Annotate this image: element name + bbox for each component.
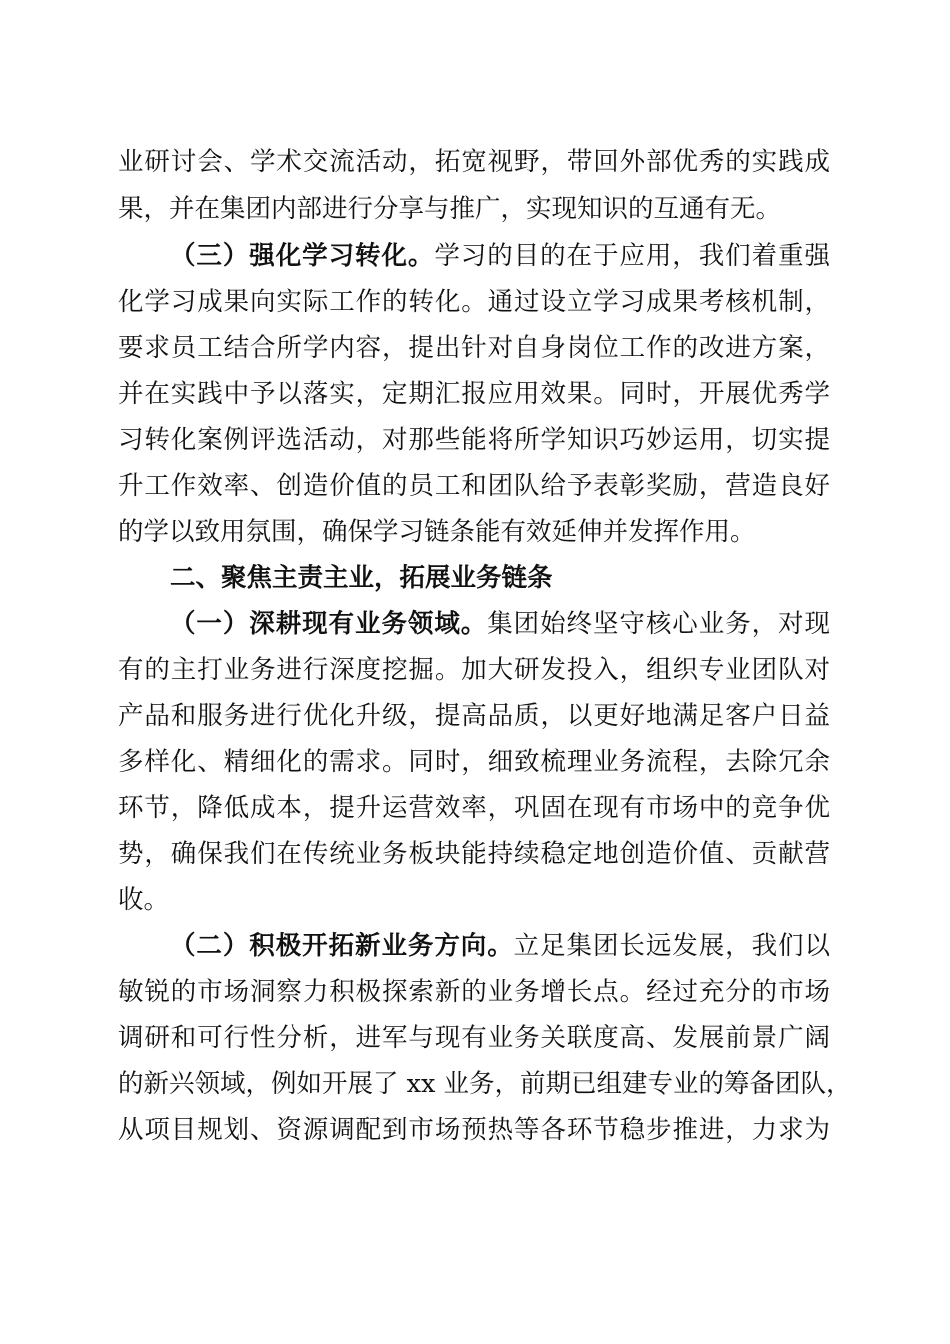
section-lead-1: （一）深耕现有业务领域。 <box>170 609 488 639</box>
text-line-5: 要求员工结合所学内容，提出针对自身岗位工作的改进方案， <box>118 333 830 363</box>
text-line-7: 习转化案例评选活动，对那些能将所学知识巧妙运用，切实提 <box>118 425 830 455</box>
text-line-23: 的新兴领域，例如开展了 xx 业务，前期已组建专业的筹备团队， <box>118 1069 852 1099</box>
text-line-22: 调研和可行性分析，进军与现有业务关联度高、发展前景广阔 <box>118 1023 830 1053</box>
section-heading-2: 二、聚焦主责主业，拓展业务链条 <box>170 563 553 593</box>
text-line-15: 多样化、精细化的需求。同时，细致梳理业务流程，去除冗余 <box>118 747 830 777</box>
paragraph-2-text: 立足集团长远发展，我们以 <box>513 931 830 961</box>
text-line-18: 收。 <box>118 885 170 915</box>
paragraph-1-first-line <box>170 604 830 644</box>
paragraph-3-text: 学习的目的在于应用，我们着重强 <box>434 241 830 271</box>
section-lead-3: （三）强化学习转化。 <box>170 241 435 271</box>
text-line-24: 从项目规划、资源调配到市场预热等各环节稳步推进，力求为 <box>118 1115 830 1145</box>
text-line-2: 果，并在集团内部进行分享与推广，实现知识的互通有无。 <box>118 194 782 224</box>
text-line-9: 的学以致用氛围，确保学习链条能有效延伸并发挥作用。 <box>118 517 756 547</box>
text-line-17: 势，确保我们在传统业务板块能持续稳定地创造价值、贡献营 <box>118 839 830 869</box>
text-line-16: 环节，降低成本，提升运营效率，巩固在现有市场中的竞争优 <box>118 793 830 823</box>
paragraph-1-text: 集团始终坚守核心业务，对现 <box>487 609 830 639</box>
text-line-1: 业研讨会、学术交流活动，拓宽视野，带回外部优秀的实践成 <box>118 147 830 177</box>
paragraph-3-first-line <box>170 236 830 276</box>
text-line-8: 升工作效率、创造价值的员工和团队给予表彰奖励，营造良好 <box>118 471 830 501</box>
text-line-13: 有的主打业务进行深度挖掘。加大研发投入，组织专业团队对 <box>118 655 830 685</box>
text-line-14: 产品和服务进行优化升级，提高品质，以更好地满足客户日益 <box>118 701 830 731</box>
text-line-21: 敏锐的市场洞察力积极探索新的业务增长点。经过充分的市场 <box>118 977 830 1007</box>
text-line-6: 并在实践中予以落实，定期汇报应用效果。同时，开展优秀学 <box>118 379 830 409</box>
text-line-4: 化学习成果向实际工作的转化。通过设立学习成果考核机制， <box>118 287 830 317</box>
section-lead-2: （二）积极开拓新业务方向。 <box>170 931 514 961</box>
paragraph-2-first-line <box>170 926 830 966</box>
